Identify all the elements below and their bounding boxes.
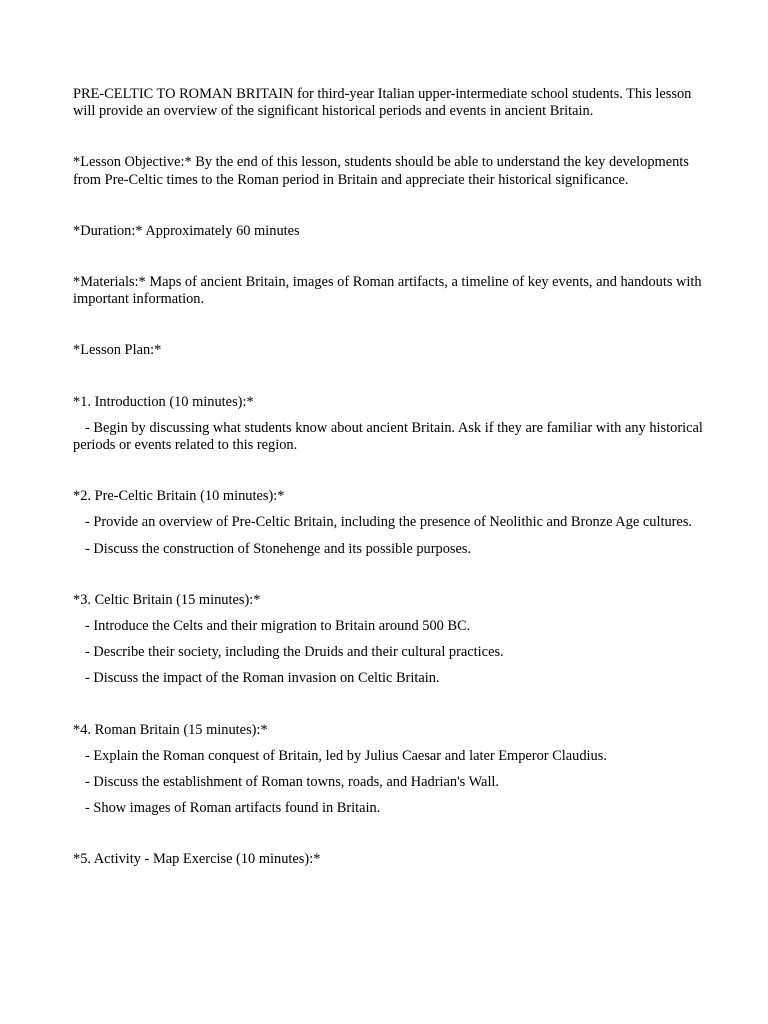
bullet-item: - Introduce the Celts and their migration to Britain around 500 BC. <box>85 618 471 635</box>
section-heading: *3. Celtic Britain (15 minutes):* <box>73 591 261 608</box>
section-heading: *1. Introduction (10 minutes):* <box>73 393 254 410</box>
section-introduction <box>73 394 703 455</box>
section-celtic-britain <box>73 592 703 688</box>
bullet-item: - Explain the Roman conquest of Britain, led by Julius Caesar and later Emperor Claudius. <box>85 747 607 764</box>
section-pre-celtic-britain <box>73 488 703 558</box>
bullet-item: - Discuss the impact of the Roman invasion on Celtic Britain. <box>85 670 440 687</box>
duration: *Duration:* Approximately 60 minutes <box>73 222 300 239</box>
section-heading: *4. Roman Britain (15 minutes):* <box>73 721 268 738</box>
materials: *Materials:* Maps of ancient Britain, images of Roman artifacts, a timeline of key events, and handouts with important information. <box>73 274 702 308</box>
bullet-item: - Begin by discussing what students know about ancient Britain. Ask if they are familiar with any historical periods or events related to this region. <box>73 419 703 454</box>
bullet-item: - Discuss the construction of Stonehenge and its possible purposes. <box>85 540 472 557</box>
lesson-plan-heading: *Lesson Plan:* <box>73 342 162 359</box>
section-heading: *5. Activity - Map Exercise (10 minutes):* <box>73 851 321 868</box>
bullet-item: - Discuss the establishment of Roman towns, roads, and Hadrian's Wall. <box>85 774 500 791</box>
section-roman-britain <box>73 722 703 818</box>
bullet-item: - Provide an overview of Pre-Celtic Britain, including the presence of Neolithic and Bronze Age cultures. <box>85 514 693 531</box>
section-map-exercise <box>73 851 703 868</box>
lesson-objective: *Lesson Objective:* By the end of this lesson, students should be able to understand the key developments from Pre-Celtic times to the Roman period in Britain and appreciate their historical significance. <box>73 154 689 188</box>
section-heading: *2. Pre-Celtic Britain (10 minutes):* <box>73 488 285 505</box>
bullet-item: - Show images of Roman artifacts found in Britain. <box>85 800 381 817</box>
intro-paragraph: PRE-CELTIC TO ROMAN BRITAIN for third-year Italian upper-intermediate school students. This lesson will provide an overview of the significant historical periods and events in ancient Britain. <box>73 86 692 120</box>
bullet-item: - Describe their society, including the Druids and their cultural practices. <box>85 644 504 661</box>
document-page <box>73 86 703 869</box>
